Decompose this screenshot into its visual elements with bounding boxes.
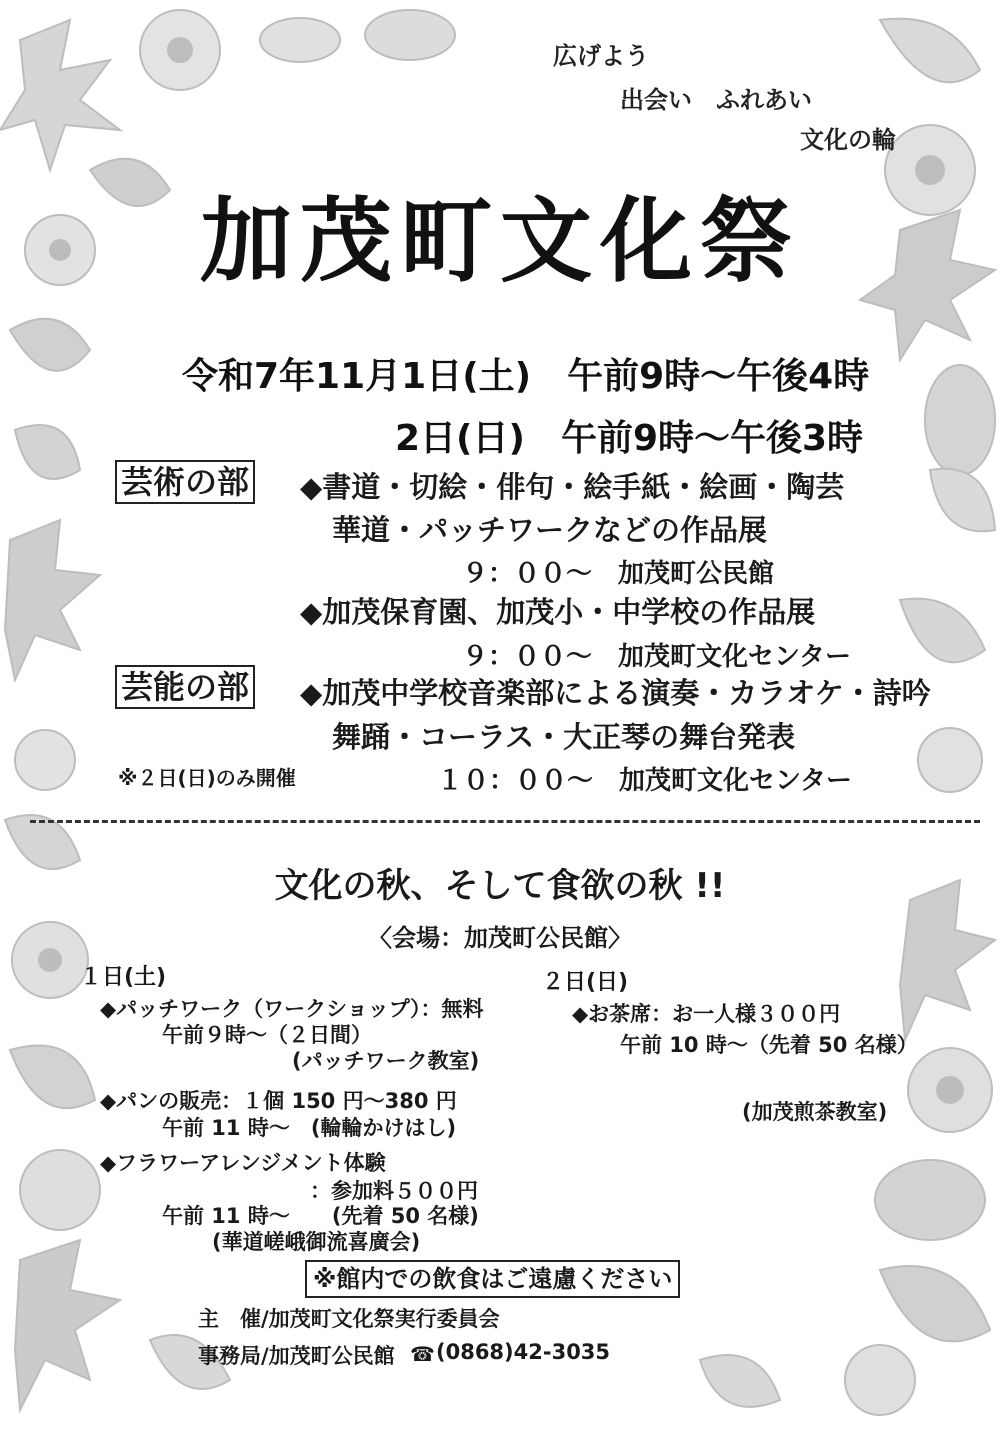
food-day1-label: １日(土) bbox=[80, 965, 167, 990]
arts-item1-line2: 華道・パッチワークなどの作品展 bbox=[332, 513, 768, 547]
bread-time: 午前 11 時～ (輪輪かけはし) bbox=[162, 1116, 457, 1140]
flower-time: 午前 11 時～ (先着 50 名様) bbox=[162, 1204, 479, 1228]
festival-title: 加茂町文化祭 bbox=[199, 187, 800, 295]
flower-item: ◆フラワーアレンジメント体験 bbox=[100, 1151, 386, 1175]
food-venue: 〈会場：加茂町公民館〉 bbox=[368, 924, 632, 952]
performing-section-label: 芸能の部 bbox=[115, 665, 255, 709]
date-day1: 令和7年11月1日(土) 午前9時～午後4時 bbox=[182, 356, 870, 397]
section-divider bbox=[30, 820, 980, 823]
performing-item-line1: ◆加茂中学校音楽部による演奏・カラオケ・詩吟 bbox=[300, 676, 931, 710]
telephone-icon: ☎ bbox=[410, 1342, 435, 1366]
patchwork-item: ◆パッチワーク（ワークショップ）：無料 bbox=[100, 997, 484, 1021]
tea-time: 午前 10 時～（先着 50 名様） bbox=[620, 1033, 918, 1057]
arts-section-label: 芸術の部 bbox=[115, 460, 255, 504]
phone-number: (0868)42-3035 bbox=[436, 1340, 611, 1364]
no-eating-notice: ※館内での飲食はご遠慮ください bbox=[305, 1260, 680, 1298]
flower-host: (華道嵯峨御流喜廣会) bbox=[212, 1230, 421, 1254]
office: 事務局/加茂町公民館 bbox=[198, 1344, 395, 1368]
arts-item1-time: ９：００～ 加茂町公民館 bbox=[462, 559, 775, 589]
performing-item-line2: 舞踊・コーラス・大正琴の舞台発表 bbox=[332, 720, 796, 754]
slogan-line-2: 出会い ふれあい bbox=[620, 86, 812, 114]
bread-item: ◆パンの販売：１個 150 円～380 円 bbox=[100, 1089, 457, 1113]
patchwork-host: (パッチワーク教室) bbox=[292, 1049, 480, 1073]
slogan-line-3: 文化の輪 bbox=[800, 126, 896, 154]
arts-item2-time: ９：００～ 加茂町文化センター bbox=[462, 642, 851, 672]
performing-time: １０：００～ 加茂町文化センター bbox=[437, 766, 852, 796]
tea-host: (加茂煎茶教室) bbox=[742, 1100, 888, 1124]
organizer: 主 催/加茂町文化祭実行委員会 bbox=[198, 1307, 500, 1331]
tea-item: ◆お茶席：お一人様３００円 bbox=[572, 1002, 841, 1026]
date-day2: 2日(日) 午前9時～午後3時 bbox=[395, 418, 864, 459]
arts-item1-line1: ◆書道・切絵・俳句・絵手紙・絵画・陶芸 bbox=[300, 470, 845, 504]
patchwork-time: 午前９時～（２日間） bbox=[162, 1023, 372, 1047]
flower-fee: ：参加料５００円 bbox=[310, 1179, 478, 1203]
slogan-line-1: 広げよう bbox=[553, 42, 649, 70]
food-subtitle: 文化の秋、そして食欲の秋 !! bbox=[274, 866, 726, 906]
food-day2-label: ２日(日) bbox=[542, 970, 629, 995]
arts-item2: ◆加茂保育園、加茂小・中学校の作品展 bbox=[300, 595, 816, 629]
performing-note: ※２日(日)のみ開催 bbox=[118, 766, 296, 790]
